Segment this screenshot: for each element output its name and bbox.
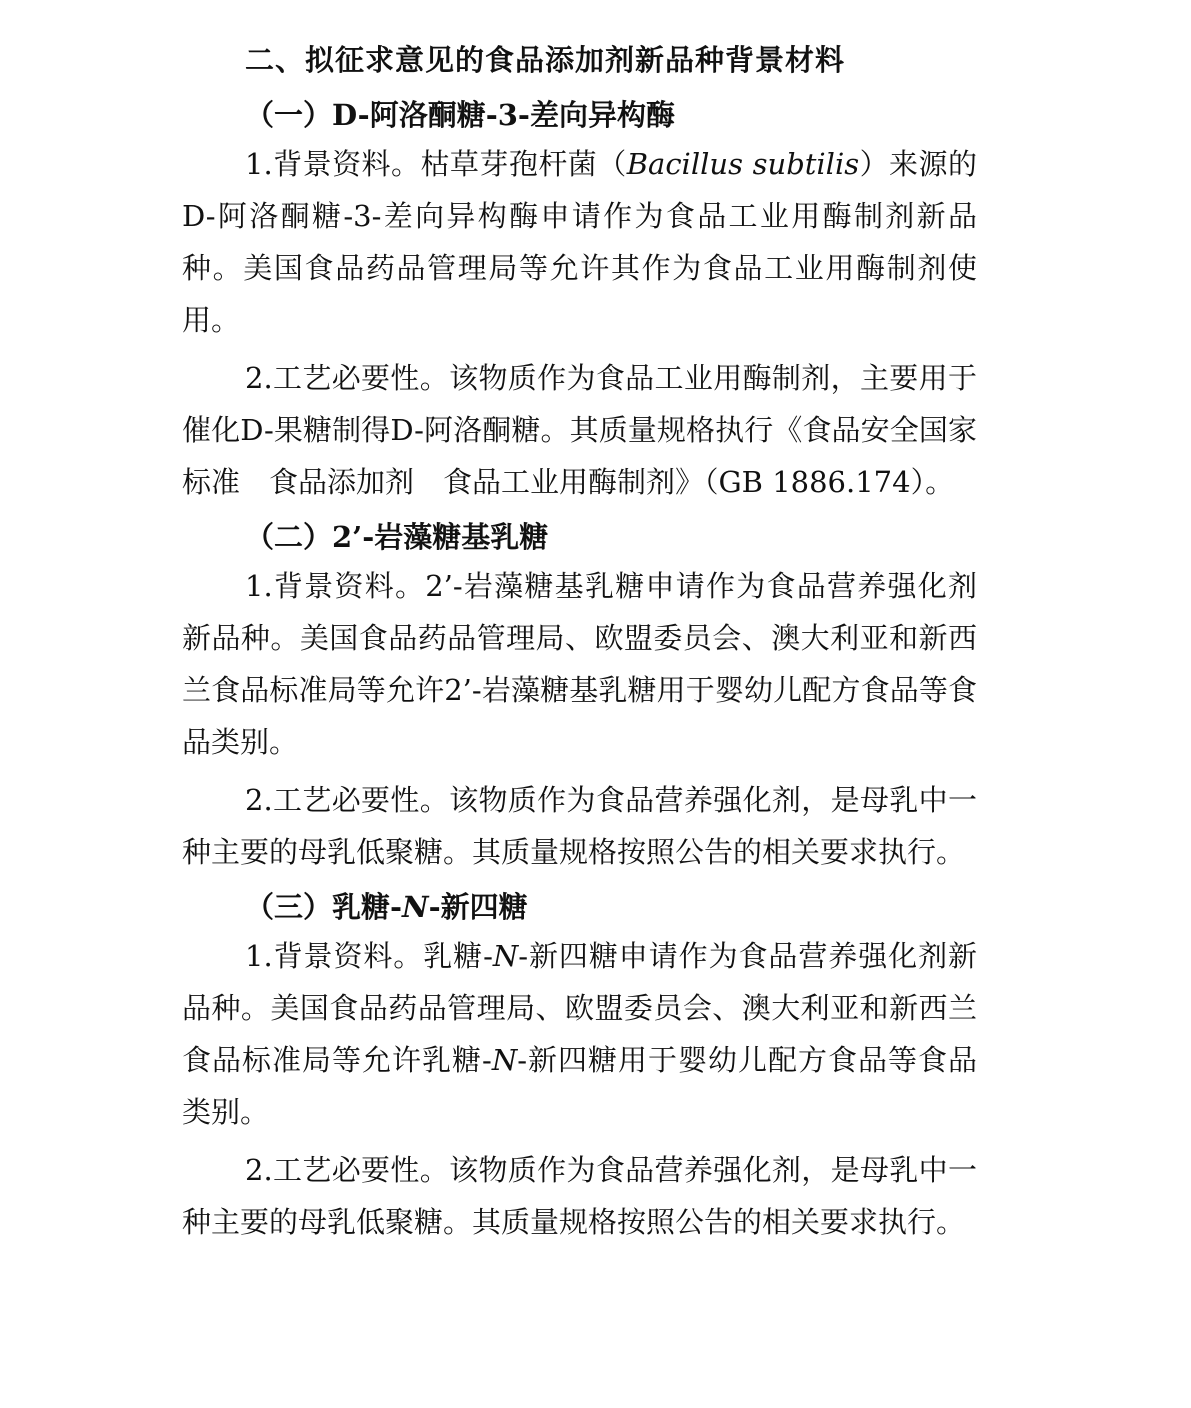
section-3-background-paragraph (182, 930, 977, 1138)
text-run: -新四糖用于婴幼儿配方食品等食品类别。 (182, 1043, 977, 1129)
text-run: （三）乳糖- (245, 890, 403, 924)
italic-n: N (492, 939, 519, 973)
section-3-heading (182, 884, 977, 930)
text-run: ）来源的D-阿洛酮糖-3-差向异构酶申请作为食品工业用酶制剂新品种。美国食品药品管理局等允许其作为食品工业用酶制剂使用。 (182, 147, 977, 337)
text-run: -新四糖 (428, 890, 528, 924)
section-2-necessity-paragraph: 2.工艺必要性。该物质作为食品营养强化剂，是母乳中一种主要的母乳低聚糖。其质量规格按照公告的相关要求执行。 (182, 783, 977, 869)
text-run: -新四糖申请作为食品营养强化剂新品种。美国食品药品管理局、欧盟委员会、澳大利亚和新西兰食品标准局等允许乳糖- (182, 939, 978, 1077)
section-2 (182, 514, 977, 878)
text-run: 1.背景资料。枯草芽孢杆菌（ (245, 147, 627, 181)
latin-species-name: Bacillus subtilis (626, 147, 860, 181)
text-run: 1.背景资料。乳糖- (245, 939, 493, 973)
section-2-background-paragraph: 1.背景资料。2’-岩藻糖基乳糖申请作为食品营养强化剂新品种。美国食品药品管理局、欧盟委员会、澳大利亚和新西兰食品标准局等允许2’-岩藻糖基乳糖用于婴幼儿配方食品等食品类别。 (182, 569, 977, 759)
italic-n: N (402, 890, 429, 924)
section-3 (182, 884, 977, 1248)
italic-n: N (491, 1043, 518, 1077)
section-1-heading: （一）D-阿洛酮糖-3-差向异构酶 (245, 98, 675, 132)
document-title: 二、拟征求意见的食品添加剂新品种背景材料 (245, 43, 846, 77)
section-1-background-paragraph (182, 138, 977, 346)
section-3-necessity-paragraph: 2.工艺必要性。该物质作为食品营养强化剂，是母乳中一种主要的母乳低聚糖。其质量规格按照公告的相关要求执行。 (182, 1153, 977, 1239)
section-2-heading: （二）2’-岩藻糖基乳糖 (245, 520, 549, 554)
section-1-necessity-paragraph: 2.工艺必要性。该物质作为食品工业用酶制剂，主要用于催化D-果糖制得D-阿洛酮糖。其质量规格执行《食品安全国家标准 食品添加剂 食品工业用酶制剂》（GB 1886.174）。 (182, 361, 977, 499)
section-1 (182, 92, 977, 508)
